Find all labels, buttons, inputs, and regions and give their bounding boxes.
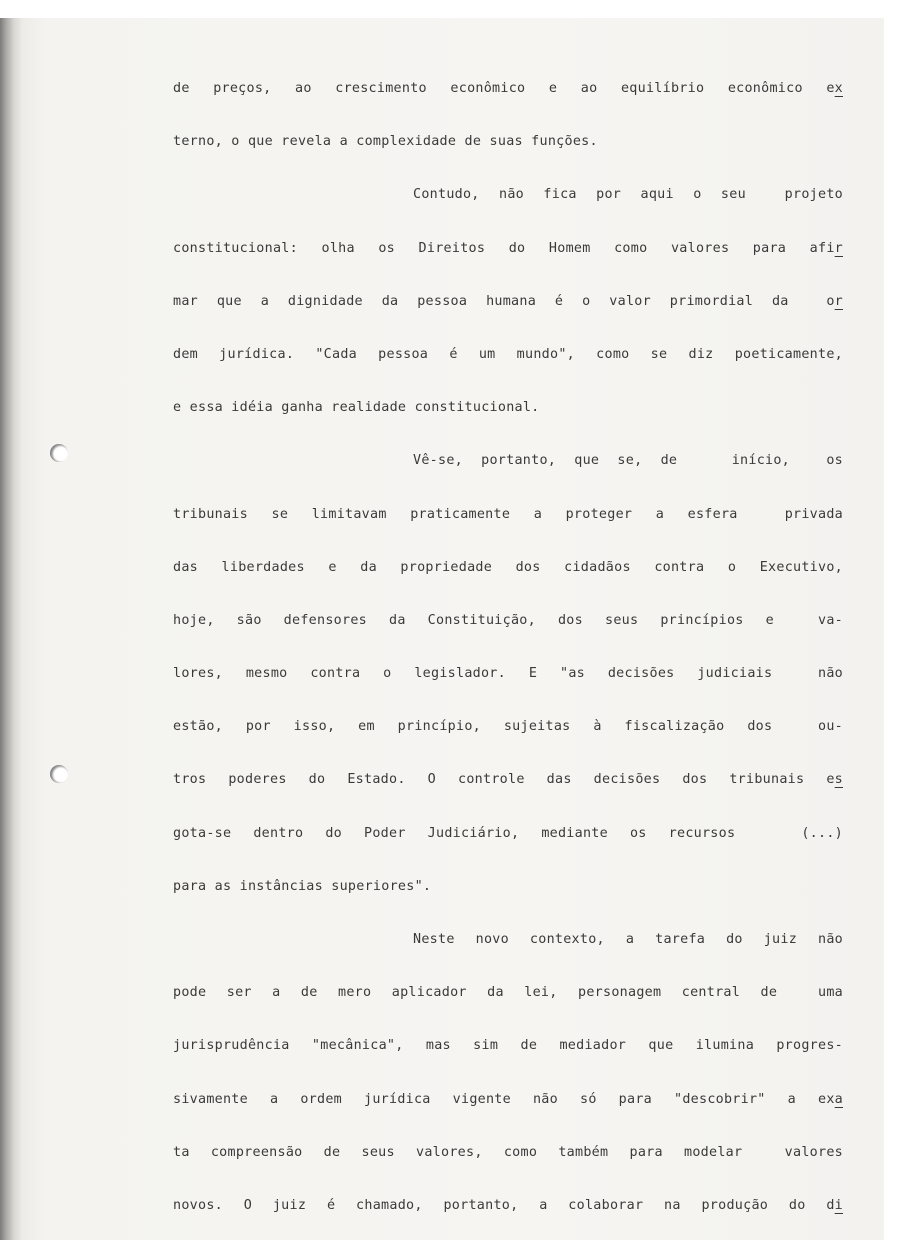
text-line-17: Neste novo contexto, a tarefa do juiz não: [413, 932, 843, 947]
text-line-12: lores, mesmo contra o legislador. E "as decisões judiciais não: [173, 666, 843, 682]
punch-hole-upper: [50, 444, 68, 462]
text-line-18: pode ser a de mero aplicador da lei, personagem central de uma: [173, 985, 843, 1001]
text-line-22: novos. O juiz é chamado, portanto, a colaborar na produção do di: [173, 1197, 843, 1213]
punch-hole-lower: [50, 765, 68, 783]
text-line-19: jurisprudência "mecânica", mas sim de mediador que ilumina progres-: [173, 1038, 843, 1054]
text-line-5: mar que a dignidade da pessoa humana é o valor primordial da or: [173, 293, 843, 309]
binding-edge: [0, 18, 22, 1240]
text-line-8: Vê-se, portanto, que se, de início, os: [413, 453, 843, 469]
text-line-21: ta compreensão de seus valores, como também para modelar valores: [173, 1144, 843, 1160]
text-line-3: Contudo, não fica por aqui o seu projeto: [413, 187, 843, 203]
text-line-11: hoje, são defensores da Constituição, dos seus princípios e va-: [173, 612, 843, 628]
text-line-15: gota-se dentro do Poder Judiciário, mediante os recursos (...): [173, 825, 843, 841]
text-line-2: terno, o que revela a complexidade de suas funções.: [173, 134, 598, 150]
text-line-4: constitucional: olha os Direitos do Homem como valores para afir: [173, 240, 843, 256]
text-line-13: estão, por isso, em princípio, sujeitas à fiscalização dos ou-: [173, 719, 843, 735]
text-line-7: e essa idéia ganha realidade constitucional.: [173, 400, 540, 416]
text-line-1: de preços, ao crescimento econômico e ao equilíbrio econômico ex: [173, 81, 843, 96]
text-line-9: tribunais se limitavam praticamente a proteger a esfera privada: [173, 506, 843, 522]
text-line-6: dem jurídica. "Cada pessoa é um mundo", como se diz poeticamente,: [173, 346, 843, 362]
text-line-10: das liberdades e da propriedade dos cidadãos contra o Executivo,: [173, 559, 843, 575]
text-line-20: sivamente a ordem jurídica vigente não só para "descobrir" a exa: [173, 1091, 843, 1107]
text-line-14: tros poderes do Estado. O controle das decisões dos tribunais es: [173, 772, 843, 788]
text-line-16: para as instâncias superiores".: [173, 878, 432, 894]
body-text: [173, 76, 843, 1246]
